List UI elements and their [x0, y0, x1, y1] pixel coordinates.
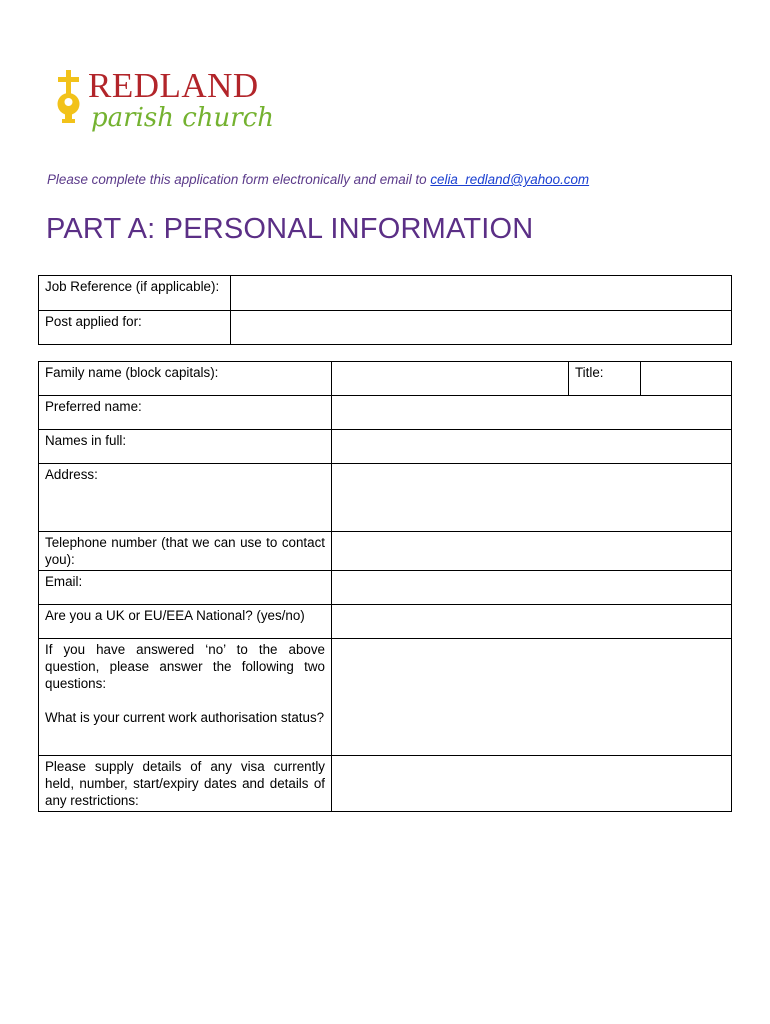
title-label: Title:	[569, 362, 641, 396]
church-logo	[54, 68, 284, 144]
logo-title: REDLAND	[88, 66, 259, 105]
email-link[interactable]: celia_redland@yahoo.com	[430, 172, 590, 187]
telephone-label: Telephone number (that we can use to contact you):	[39, 532, 332, 571]
if-no-instruction: If you have answered ‘no’ to the above question, please answer the following two questions:	[45, 642, 325, 691]
post-applied-field[interactable]	[231, 311, 732, 345]
names-in-full-label: Names in full:	[39, 430, 332, 464]
post-applied-label: Post applied for:	[39, 311, 231, 345]
job-reference-field[interactable]	[231, 276, 732, 311]
job-details-table	[38, 275, 732, 345]
cross-bell-icon	[54, 68, 88, 130]
visa-details-label: Please supply details of any visa currently held, number, start/expiry dates and details of any restrictions:	[39, 756, 332, 812]
email-field[interactable]	[332, 571, 732, 605]
names-in-full-field[interactable]	[332, 430, 732, 464]
address-label: Address:	[39, 464, 332, 532]
job-reference-label: Job Reference (if applicable):	[39, 276, 231, 311]
family-name-label: Family name (block capitals):	[39, 362, 332, 396]
telephone-field[interactable]	[332, 532, 732, 571]
page-title: PART A: PERSONAL INFORMATION	[46, 213, 534, 245]
email-label: Email:	[39, 571, 332, 605]
preferred-name-label: Preferred name:	[39, 396, 332, 430]
preferred-name-field[interactable]	[332, 396, 732, 430]
work-authorisation-field[interactable]	[332, 639, 732, 756]
address-field[interactable]	[332, 464, 732, 532]
intro-instructions	[47, 172, 589, 187]
intro-text: Please complete this application form electronically and email to	[47, 172, 431, 187]
logo-subtitle: parish church	[91, 103, 275, 133]
family-name-field[interactable]	[332, 362, 569, 396]
national-field[interactable]	[332, 605, 732, 639]
work-authorisation-label: What is your current work authorisation status?	[45, 710, 325, 725]
work-authorisation-label-cell	[39, 639, 332, 756]
visa-details-field[interactable]	[332, 756, 732, 812]
national-label: Are you a UK or EU/EEA National? (yes/no)	[39, 605, 332, 639]
title-field[interactable]	[641, 362, 732, 396]
personal-info-table	[38, 361, 732, 812]
